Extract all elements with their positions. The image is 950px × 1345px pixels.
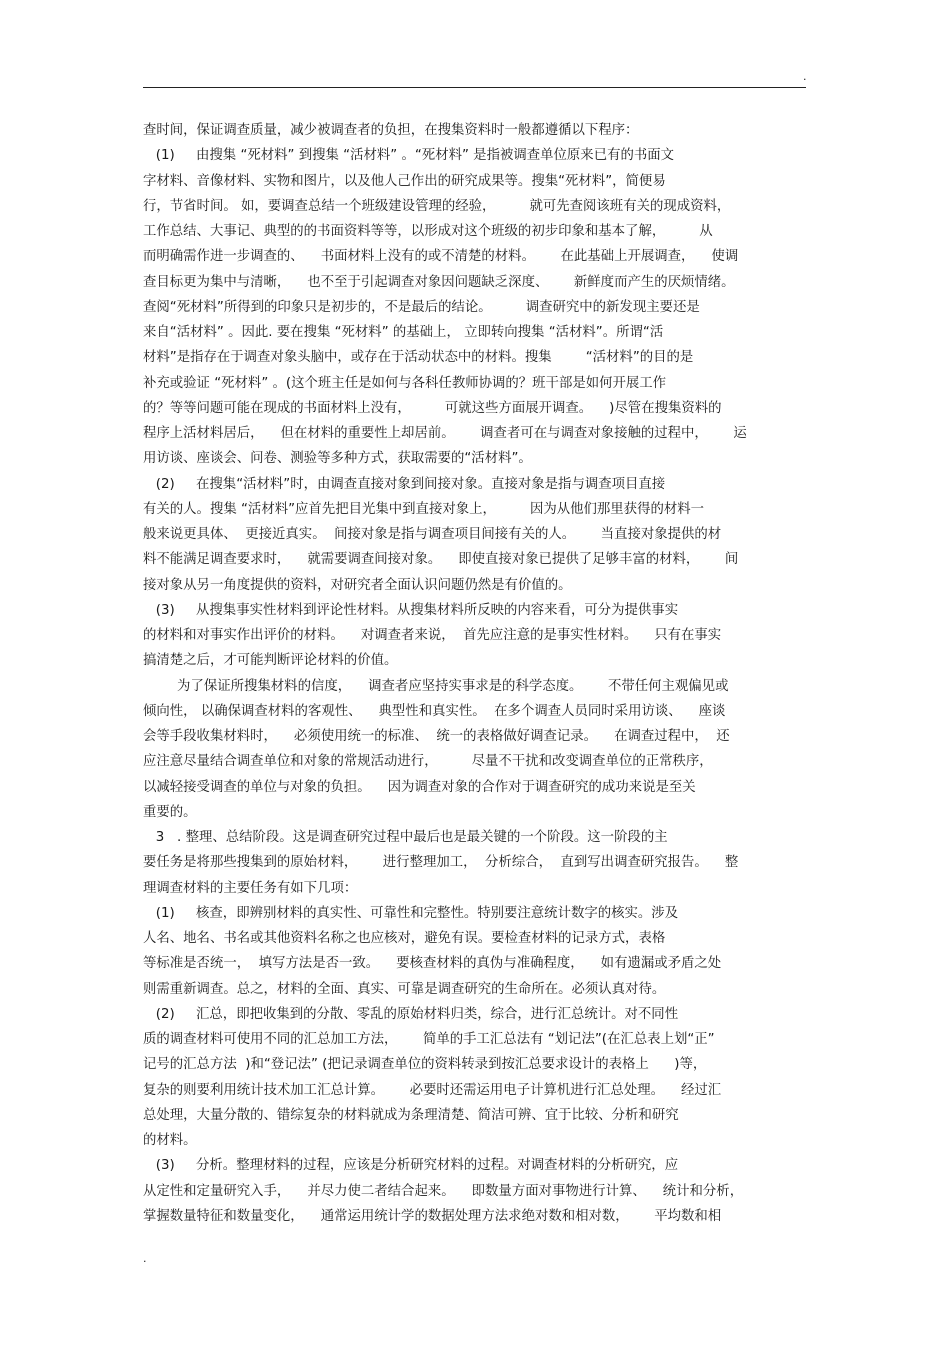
text-line: 等标准是否统一， 填写方法是否一致。 要核查材料的真伪与准确程度， 如有遗漏或矛盾之处 — [143, 956, 722, 972]
text-line: 记号的汇总方法 )和“登记法” (把记录调查单位的资料转录到按汇总要求设计的表格上 )等， — [143, 1057, 707, 1073]
text-line: 材料”是指存在于调查对象头脑中，或存在于活动状态中的材料。搜集 “活材料”的目的是 — [143, 350, 694, 366]
header-mark: . — [803, 70, 807, 83]
text-line: 质的调查材料可使用不同的汇总加工方法， 简单的手工汇总法有 “划记法”(在汇总表上划“正” — [143, 1032, 715, 1047]
text-line: 有关的人。搜集 “活材料”应首先把目光集中到直接对象上， 因为从他们那里获得的材料一 — [143, 501, 705, 517]
text-line: 应注意尽量结合调查单位和对象的常规活动进行， 尽量不干扰和改变调查单位的正常秩序， — [143, 754, 713, 770]
document-body — [143, 118, 807, 1229]
text-line: 理调查材料的主要任务有如下几项： — [143, 880, 358, 896]
text-line: 查目标更为集中与清晰， 也不至于引起调查对象因问题缺乏深度、 新鲜度而产生的厌烦情绪。 — [143, 274, 735, 290]
text-line: 的材料和对事实作出评价的材料。 对调查者来说， 首先应注意的是事实性材料。 只有在事实 — [143, 628, 722, 643]
text-line: 用访谈、座谈会、问卷、测验等多种方式，获取需要的“活材料”。 — [143, 451, 532, 467]
footer-mark: . — [143, 1252, 147, 1265]
text-line: 倾向性， 以确保调查材料的客观性、 典型性和真实性。 在多个调查人员同时采用访谈、 座谈 — [143, 703, 726, 719]
text-line: (2) 汇总，即把收集到的分散、零乱的原始材料归类，综合，进行汇总统计。对不同性 — [143, 1006, 679, 1022]
text-line: (1) 核查，即辨别材料的真实性、可靠性和完整性。特别要注意统计数字的核实。涉及 — [143, 905, 679, 921]
text-line: 总处理，大量分散的、错综复杂的材料就成为条理清楚、简洁可辨、宜于比较、分析和研究 — [143, 1107, 679, 1123]
text-line: 以减轻接受调查的单位与对象的负担。 因为调查对象的合作对于调查研究的成功来说是至关 — [143, 779, 696, 795]
text-line: 会等手段收集材料时， 必须使用统一的标准、 统一的表格做好调查记录。 在调查过程中， 还 — [143, 729, 730, 744]
text-line: 则需重新调查。总之，材料的全面、真实、可靠是调查研究的生命所在。必须认真对待。 — [143, 981, 666, 997]
text-line: 补充或验证 “死材料” 。(这个班主任是如何与各科任教师协调的？班干部是如何开展工作 — [143, 375, 667, 391]
text-line: 的材料。 — [143, 1133, 197, 1148]
text-line: 料不能满足调查要求时， 就需要调查间接对象。 即使直接对象已提供了足够丰富的材料， 间 — [143, 552, 739, 568]
text-line: 为了保证所搜集材料的信度， 调查者应坚持实事求是的科学态度。 不带任何主观偏见或 — [143, 678, 729, 694]
header-rule — [143, 87, 806, 88]
text-line: (3) 分析。整理材料的过程，应该是分析研究材料的过程。对调查材料的分析研究，应 — [143, 1158, 679, 1174]
text-line: 般来说更具体、 更接近真实。 间接对象是指与调查项目间接有关的人。 当直接对象提供的材 — [143, 527, 722, 542]
text-line: 搞清楚之后，才可能判断评论材料的价值。 — [143, 653, 398, 669]
text-line: 要任务是将那些搜集到的原始材料， 进行整理加工， 分析综合， 直到写出调查研究报告。 整 — [143, 855, 739, 871]
text-line: 复杂的则要利用统计技术加工汇总计算。 必要时还需运用电子计算机进行汇总处理。 经过汇 — [143, 1082, 722, 1098]
text-line: 查阅“死材料”所得到的印象只是初步的，不是最后的结论。 调查研究中的新发现主要还是 — [143, 299, 700, 315]
text-line: (2) 在搜集“活材料”时，由调查直接对象到间接对象。直接对象是指与调查项目直接 — [143, 476, 666, 492]
text-line: 人名、地名、书名或其他资料名称之也应核对，避免有误。要检查材料的记录方式，表格 — [143, 931, 666, 946]
text-line: 而明确需作进一步调查的、 书面材料上没有的或不清楚的材料。 在此基础上开展调查， 使调 — [143, 249, 739, 265]
text-line: (3) 从搜集事实性材料到评论性材料。从搜集材料所反映的内容来看，可分为提供事实 — [143, 602, 679, 618]
text-line: 工作总结、大事记、典型的的书面资料等等，以形成对这个班级的初步印象和基本了解， 从 — [143, 224, 713, 239]
text-line: 查时间，保证调查质量，减少被调查者的负担，在搜集资料时一般都遵循以下程序： — [143, 123, 639, 138]
text-line: 接对象从另一角度提供的资料，对研究者全面认识问题仍然是有价值的。 — [143, 577, 572, 593]
text-line: 行，节省时间。 如，要调查总结一个班级建设管理的经验， 就可先查阅该班有关的现成资料， — [143, 198, 731, 214]
text-line: 程序上活材料居后， 但在材料的重要性上却居前。 调查者可在与调查对象接触的过程中， 运 — [143, 426, 747, 441]
text-line: 的？等等问题可能在现成的书面材料上没有， 可就这些方面展开调查。 )尽管在搜集资料的 — [143, 400, 722, 416]
text-line: 字材料、音像材料、实物和图片，以及他人己作出的研究成果等。搜集“死材料”，简便易 — [143, 173, 666, 189]
text-line: 掌握数量特征和数量变化， 通常运用统计学的数据处理方法求绝对数和相对数， 平均数和相 — [143, 1208, 722, 1224]
text-line: 来自“活材料” 。因此. 要在搜集 “死材料” 的基础上， 立即转向搜集 “活材料”。所谓“活 — [143, 325, 664, 340]
text-line: 重要的。 — [143, 804, 197, 820]
text-line: 3 . 整理、总结阶段。这是调查研究过程中最后也是最关键的一个阶段。这一阶段的主 — [143, 830, 668, 845]
text-line: 从定性和定量研究入手， 并尽力使二者结合起来。 即数量方面对事物进行计算、 统计和分析， — [143, 1183, 744, 1199]
text-line: (1) 由搜集 “死材料” 到搜集 “活材料” 。“死材料” 是指被调查单位原来已有的书面文 — [143, 148, 675, 164]
